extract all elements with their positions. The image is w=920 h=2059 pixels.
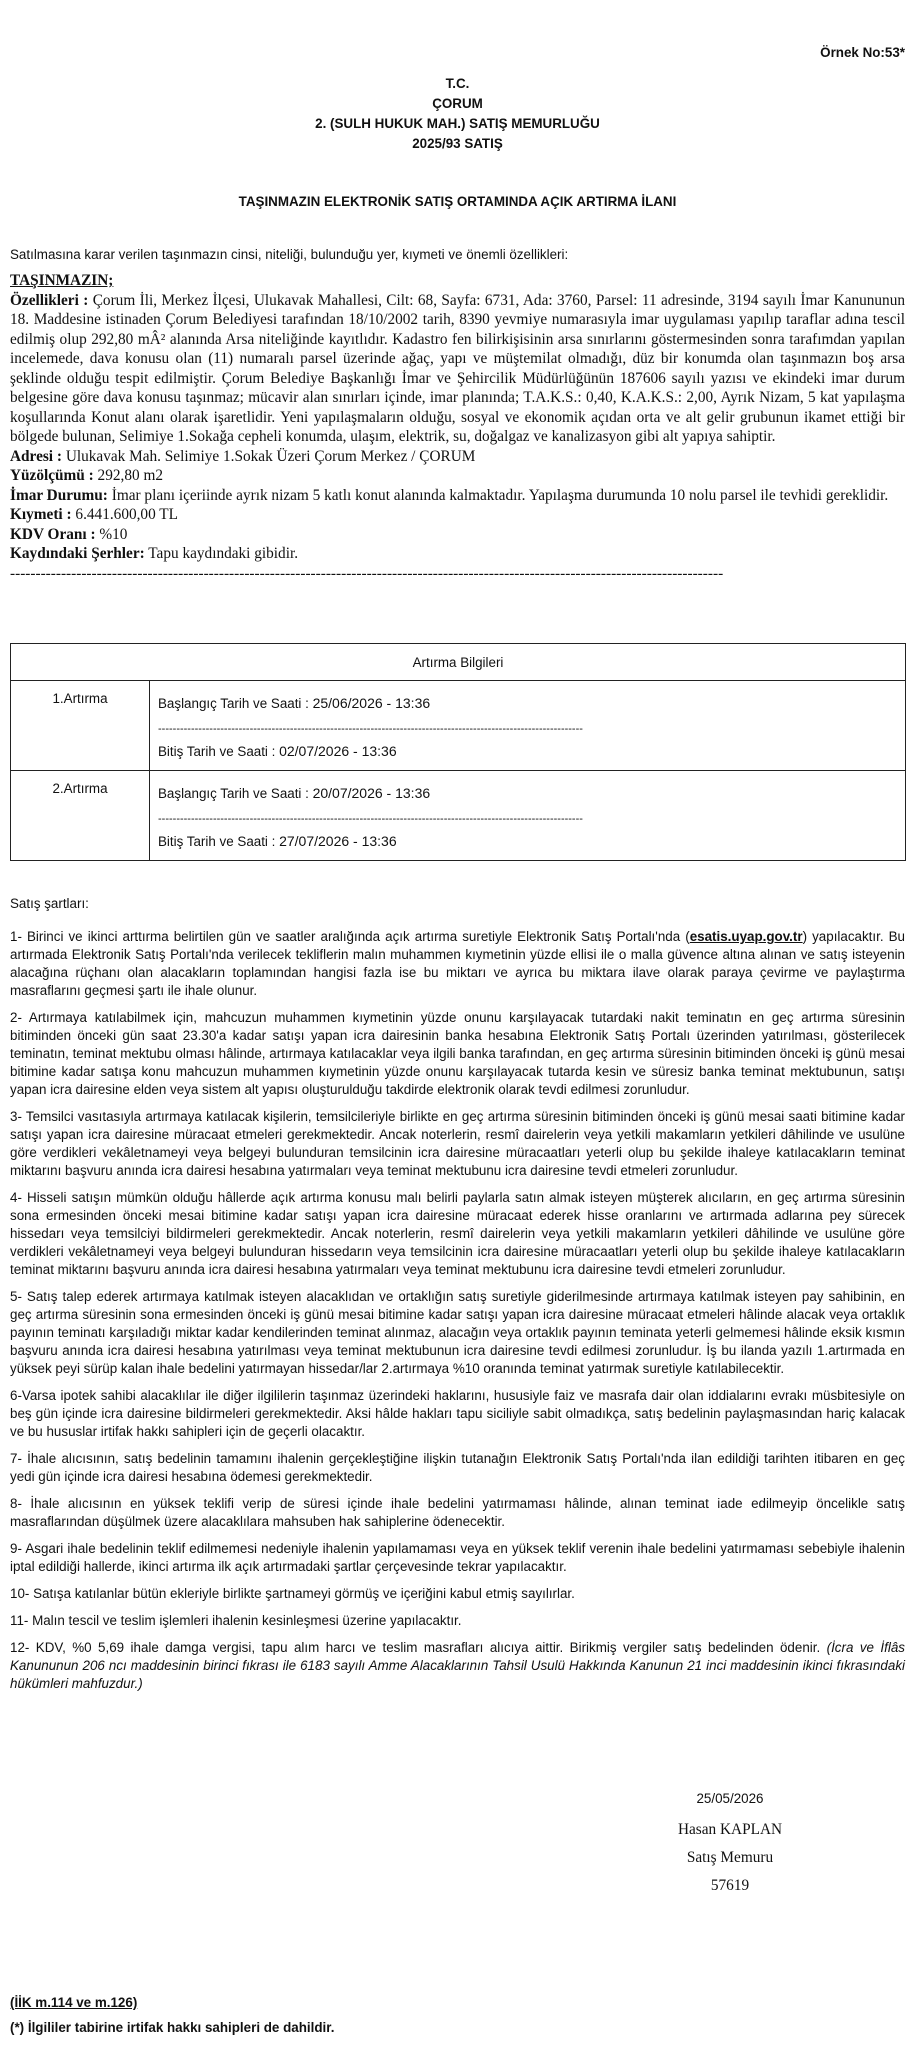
- value-text: 6.441.600,00 TL: [75, 506, 178, 523]
- area-label: Yüzölçümü :: [10, 467, 94, 484]
- annotations-text: Tapu kaydındaki gibidir.: [148, 545, 299, 562]
- dash-divider: --------------------------------------------------------------------------------------------------------------------------------------------: [10, 564, 724, 582]
- condition-3: 3- Temsilci vasıtasıyla artırmaya katılacak kişilerin, temsilcileriyle birlikte en geç artırma süresinin bitiminden önceki iş günü mesai saati bitimine kadar satışı yapan icra dairesine müracaat etmeleri gerekmektedir. Ancak noterlerin, resmî dairelerin veya yetkili makamların yetkileri dâhilinde ve usulüne göre verdikleri vekâletnameyi veya belgeyi bulunduran temsilcinin icra dairesine müracaatları yeterli olup bu şekilde ihaleye katılacakların teminat miktarını başvuru anında icra dairesi hesabına yatırmaları veya teminat mektubunu icra dairesine tevdi etmeleri zorunludur.: [10, 1109, 905, 1178]
- property-heading: TAŞINMAZIN;: [10, 272, 114, 289]
- conditions-label: Satış şartları:: [10, 896, 89, 911]
- intro-text: Satılmasına karar verilen taşınmazın cinsi, niteliği, bulunduğu yer, kıymeti ve önemli özellikleri:: [10, 247, 569, 262]
- law-reference: (İİK m.114 ve m.126): [10, 1995, 138, 2010]
- start-value: 25/06/2026 - 13:36: [312, 695, 431, 711]
- condition-11: 11- Malın tescil ve teslim işlemleri ihalenin kesinleşmesi üzerine yapılacaktır.: [10, 1613, 462, 1628]
- auction-row: [11, 771, 906, 861]
- condition-5: 5- Satış talep ederek artırmaya katılmak isteyen alacaklıdan ve ortaklığın satış suretiyle giderilmesinde artırmaya katılmak isteyen pay sahibinin, en geç artırma süresinin sona ermesinden önceki iş günü mesai bitimine kadar satışı yapan icra dairesine müracaat etmeleri hâlinde alacak veya ortaklık payının teminatı karşıladığı miktar kadar kendilerinden teminat alınmaz, alacağın veya ortaklık payının teminata yeterli gelmemesi hâlinde eksik kısmın başvuru anında icra dairesi hesabına yatırılması veya teminat mektubunun icra dairesine tevdi edilmesi zorunludur. İş bu ilanda yazılı 1.artırmada en yüksek peyi sürüp kalan ihale bedelini yatırmayan hissedar/lar 2.artırmaya %10 oranında teminat yatırmak suretiyle katılabilecektir.: [10, 1289, 905, 1376]
- end-value: 27/07/2026 - 13:36: [279, 833, 397, 849]
- annotations-label: Kaydındaki Şerhler:: [10, 545, 145, 562]
- ornek-no: Örnek No:53*: [820, 45, 905, 60]
- condition-8: 8- İhale alıcısının en yüksek teklifi verip de süresi içinde ihale bedelini yatırmaması hâlinde, alınan teminat iade edilmeyip öncelikle satış masraflarından düşülmek üzere alacaklılara mahsuben hak sahiplerine ödenecektir.: [10, 1496, 905, 1529]
- header-line-tc: T.C.: [445, 76, 470, 91]
- condition-12-note: (İcra ve İflâs Kanununun 206 ncı maddesinin birinci fıkrası ile 6183 sayılı Amme Alacaklarının Tahsil Usulü Hakkında Kanunun 21 inci maddesinin ikinci fıkrasındaki hükümleri mahfuzdur.): [10, 1640, 905, 1691]
- features-label: Özellikleri :: [10, 291, 89, 309]
- condition-6: 6-Varsa ipotek sahibi alacaklılar ile diğer ilgililerin taşınmaz üzerindeki haklarını, hususiyle faiz ve masrafa dair olan iddialarını evrakı müsbitesiyle on beş gün içinde icra dairesine bildirmeleri gerekmektedir. Aksi hâlde hakları tapu siciliyle sabit olmadıkça, satış bedelinin paylaşmasından hariç kalacak ve bu hususlar irtifak hakkı sahipleri için de geçerli olacaktır.: [10, 1388, 905, 1439]
- features-text: Çorum İli, Merkez İlçesi, Ulukavak Mahallesi, Cilt: 68, Sayfa: 6731, Ada: 3760, Parsel: 11 adresinde, 3194 sayılı İmar Kanununun 18. Maddesine istinaden Çorum Belediyesi tarafından 18/10/2002 tarih, 8390 yevmiye numarasıyla imar uygulaması yapılıp taraflar adına tescil edilmiş olup 292,80 mÂ² alanında Arsa niteliğinde kayıtlıdır. Kadastro fen bilirkişisinin arsa sınırlarını göstermesinden sonra tarafımdan yapılan incelemede, dava konusu olan (11) numaralı parsel üzerinde ağaç, yapı ve müştemilat olmadığı, düz bir konumda olan taşınmazın boş arsa şeklinde olduğu tespit edilmiştir. Çorum Belediye Başkanlığı İmar ve Şehircilik Müdürlüğünün 187606 sayılı yazısı ve ekindeki imar durum belgesine göre dava konusu taşınmaz; mücavir alan sınırları içinde, imar planında; T.A.K.S.: 0,40, K.A.K.S.: 2,00, Ayrık Nizam, 5 kat yapılaşma koşullarında Konut alanı olarak işaretlidir. Yeni yapılaşmaların olduğu, sosyal ve ekonomik açıdan orta ve alt gelir grubunun ikamet ettiği bir bölgede bulunan, Selimiye 1.Sokağa cepheli konumda, ulaşım, elektrik, su, doğalgaz ve kanalizasyon gibi alt yapıya sahiptir.: [10, 291, 906, 445]
- esatis-link[interactable]: esatis.uyap.gov.tr: [689, 929, 803, 944]
- auction-row-label: 1.Artırma: [11, 681, 150, 771]
- auction-row: [11, 681, 906, 771]
- start-value: 20/07/2026 - 13:36: [312, 785, 431, 801]
- start-label: Başlangıç Tarih ve Saati :: [158, 786, 309, 801]
- officer-number: 57619: [710, 1877, 750, 1894]
- address-text: Ulukavak Mah. Selimiye 1.Sokak Üzeri Çorum Merkez / ÇORUM: [65, 447, 476, 465]
- auction-row-label: 2.Artırma: [11, 771, 150, 861]
- condition-1-text-b: ) yapılacaktır. Bu artırmada Elektronik Satış Portalı'nda verilecek tekliflerin malın muhammen kıymetinin yüzde ellisi ile o malla güvence altına alınan ve satış isteyenin alacağına rüçhanı olan alacakların toplamından hangisi fazla ise bu miktarı ve ayrıca bu miktara ilave olarak paraya çevirme ve paylaştırma masraflarını geçmesi şartı ile ihale olunur.: [10, 929, 905, 998]
- condition-12: [10, 1639, 905, 1693]
- sale-conditions: [10, 895, 905, 1702]
- end-label: Bitiş Tarih ve Saati :: [158, 834, 276, 849]
- condition-4: 4- Hisseli satışın mümkün olduğu hâllerde açık artırma konusu malı belirli paylarla satın almak isteyen müşterek alıcıların, en geç artırma süresinin sona ermesinden önceki mesai bitimine kadar satışı yapan icra dairesine müracaat ederek hisse oranlarını ve artırmada adlarına pey sürecek hissedarı veya temsilciyi bildirmeleri gerekmektedir. Ancak noterlerin, resmî dairelerin veya yetkili makamların yetkileri dâhilinde ve usulüne göre verdikleri vekâletnameyi veya belgeyi bulunduran hissedarın veya temsilcinin icra dairesine müracaatları yeterli olup bu şekilde ihaleye katılacakların teminat miktarını başvuru anında icra dairesi hesabına yatırmaları veya teminat mektubunu icra dairesine tevdi etmeleri zorunludur.: [10, 1190, 905, 1277]
- end-label: Bitiş Tarih ve Saati :: [158, 744, 276, 759]
- condition-7: 7- İhale alıcısının, satış bedelinin tamamını ihalenin gerçekleştiğine ilişkin tutanağın Elektronik Satış Portalı'nda ilan edildiği tarihten itibaren en geç yedi gün içinde icra dairesi hesabına ödemesi gerekmektedir.: [10, 1451, 905, 1484]
- signature-block: [650, 1790, 810, 1900]
- condition-2: 2- Artırmaya katılabilmek için, mahcuzun muhammen kıymetinin yüzde onunu karşılayacak tutardaki nakit teminatın en geç artırma süresinin bitiminden önceki gün saat 23.30'a kadar satışı yapan icra dairesinin banka hesabına Elektronik Satış Portalı üzerinden yatırılması, gösterilecek teminatın, teminat mektubu olması hâlinde, artırmaya katılacaklar veya ilgili banka tarafından, en geç artırma süresinin bitiminden önceki iş günü mesai bitimine kadar satışa konu mahcuzun muhammen kıymetinin yüzde onunu karşılayacak tutarda kesin ve süresiz banka teminat mektubunun, satışı yapan icra dairesine elden veya sistem alt yapısı oluşturulduğu takdirde elektronik olarak tevdi edilmesi zorunludur.: [10, 1010, 905, 1097]
- page-title: TAŞINMAZIN ELEKTRONİK SATIŞ ORTAMINDA AÇIK ARTIRMA İLANI: [238, 194, 677, 209]
- condition-1: [10, 928, 905, 1000]
- header-line-file-no: 2025/93 SATIŞ: [412, 136, 503, 151]
- row-separator: --------------------------------------------------------------------------------------------------------------------: [158, 813, 583, 825]
- address-label: Adresi :: [10, 447, 62, 465]
- vat-text: %10: [99, 525, 128, 543]
- header-line-city: ÇORUM: [432, 96, 483, 111]
- condition-9: 9- Asgari ihale bedelinin teklif edilmemesi nedeniyle ihalenin yapılamaması veya en yüksek teklif verenin ihale bedelini yatırmaması sebebiyle ihalenin iptal edildiği hallerde, ikinci artırma ilk açık artırmadaki şartlar çerçevesinde tekrar yapılacaktır.: [10, 1541, 905, 1574]
- condition-10: 10- Satışa katılanlar bütün ekleriyle birlikte şartnameyi görmüş ve içeriğini kabul etmiş sayılırlar.: [10, 1586, 575, 1601]
- auction-table: [10, 643, 906, 861]
- footer: [10, 1990, 334, 2040]
- property-details: [10, 271, 905, 583]
- row-separator: --------------------------------------------------------------------------------------------------------------------: [158, 723, 583, 735]
- condition-1-text-a: 1- Birinci ve ikinci arttırma belirtilen gün ve saatler aralığında açık artırma suretiyle Elektronik Satış Portalı'nda (: [10, 929, 690, 944]
- document-header: [10, 74, 905, 154]
- area-text: 292,80 m2: [97, 467, 163, 484]
- end-value: 02/07/2026 - 13:36: [279, 743, 397, 759]
- zoning-label: İmar Durumu:: [10, 486, 108, 504]
- zoning-text: İmar planı içeriinde ayrık nizam 5 katlı konut alanında kalmaktadır. Yapılaşma durumunda 10 nolu parsel ile tevhidi gereklidir.: [111, 486, 889, 504]
- officer-name: Hasan KAPLAN: [677, 1821, 783, 1838]
- condition-12-text: 12- KDV, %0 5,69 ihale damga vergisi, tapu alım harcı ve teslim masrafları alıcıya aittir. Birikmiş vergiler satış bedelinden ödenir.: [10, 1640, 821, 1655]
- sign-date: 25/05/2026: [696, 1791, 764, 1806]
- value-label: Kıymeti :: [10, 506, 72, 523]
- officer-role: Satış Memuru: [686, 1849, 774, 1866]
- auction-table-header: Artırma Bilgileri: [11, 644, 906, 681]
- header-line-office: 2. (SULH HUKUK MAH.) SATIŞ MEMURLUĞU: [315, 116, 600, 131]
- start-label: Başlangıç Tarih ve Saati :: [158, 696, 309, 711]
- footnote: (*) İlgililer tabirine irtifak hakkı sahipleri de dahildir.: [10, 2020, 335, 2035]
- vat-label: KDV Oranı :: [10, 525, 96, 543]
